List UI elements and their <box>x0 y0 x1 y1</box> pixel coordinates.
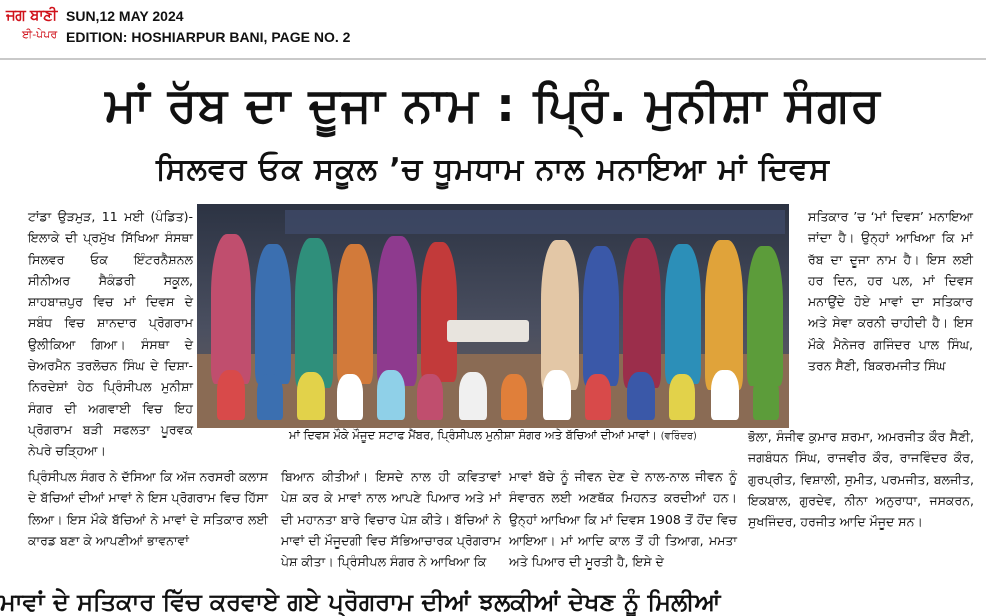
photo-figure <box>377 236 417 386</box>
photo-figure <box>541 240 579 390</box>
photo-figure <box>337 244 373 384</box>
masthead <box>0 0 986 56</box>
jagbani-logo[interactable] <box>6 4 58 52</box>
photo-figure <box>421 242 457 382</box>
child-figure <box>543 370 571 420</box>
child-figure <box>217 370 245 420</box>
article-subheadline: ਸਿਲਵਰ ਓਕ ਸਕੂਲ ’ਚ ਧੂਮਧਾਮ ਨਾਲ ਮਨਾਇਆ ਮਾਂ ਦਿਵਸ <box>156 152 830 187</box>
article-column-2 <box>281 466 501 596</box>
cake-table <box>447 320 529 342</box>
edition-info: EDITION: HOSHIARPUR BANI, PAGE NO. 2 <box>66 29 351 45</box>
child-figure <box>337 374 363 420</box>
caption-text: ਮਾਂ ਦਿਵਸ ਮੌਕੇ ਮੌਜੂਦ ਸਟਾਫ ਮੈਂਬਰ, ਪ੍ਰਿੰਸੀਪਲ ਮੁਨੀਸ਼ਾ ਸੰਗਰ ਅਤੇ ਬੱਚਿਆਂ ਦੀਆਂ ਮਾਵਾਂ। <box>289 428 657 442</box>
photo-figure <box>255 244 291 384</box>
article-column-1-bottom <box>28 466 268 596</box>
article-column-1-top <box>28 206 193 466</box>
photo-figure <box>295 238 333 388</box>
paragraph: ਬਿਆਨ ਕੀਤੀਆਂ। ਇਸਦੇ ਨਾਲ ਹੀ ਕਵਿਤਾਵਾਂ ਪੇਸ਼ ਕਰ ਕੇ ਮਾਵਾਂ ਨਾਲ ਆਪਣੇ ਪਿਆਰ ਅਤੇ ਮਾਂ ਦੀ ਮਹਾਨਤਾ ਬਾਰੇ ਵਿਚਾਰ ਪੇਸ਼ ਕੀਤੇ। ਬੱਚਿਆਂ ਨੇ ਮਾਵਾਂ ਦੀ ਮੌਜੂਦਗੀ ਵਿਚ ਸੱਭਿਆਚਾਰਕ ਪ੍ਰੋਗਰਾਮ ਪੇਸ਼ ਕੀਤਾ। ਪ੍ਰਿੰਸੀਪਲ ਸੰਗਰ ਨੇ ਆਖਿਆ ਕਿ <box>281 469 501 570</box>
child-figure <box>753 374 779 420</box>
child-figure <box>377 370 405 420</box>
paragraph: ਭੋਲਾ, ਸੰਜੀਵ ਕੁਮਾਰ ਸ਼ਰਮਾ, ਅਮਰਜੀਤ ਕੌਰ ਸੈਣੀ, ਜਗਬੰਧਨ ਸਿੰਘ, ਰਾਜਵੀਰ ਕੌਰ, ਰਾਜਵਿੰਦਰ ਕੌਰ, ਗੁਰਪ੍ਰੀਤ, ਵਿਸ਼ਾਲੀ, ਸੁਮੀਤ, ਪਰਮਜੀਤ, ਬਲਜੀਤ, ਇਕਬਾਲ, ਗੁਰਦੇਵ, ਨੀਨਾ ਅਨੁਰਾਧਾ, ਜਸਕਰਨ, ਸੁਖਜਿੰਦਰ, ਹਰਜੀਤ ਆਦਿ ਮੌਜੂਦ ਸਨ। <box>748 429 974 530</box>
article-photo[interactable] <box>197 204 789 428</box>
photo-credit: (ਵਰਿੰਦਰ) <box>660 431 697 442</box>
child-figure <box>257 374 283 420</box>
photo-figure <box>623 238 661 388</box>
article-column-3 <box>509 466 737 596</box>
paragraph: ਪ੍ਰਿੰਸੀਪਲ ਸੰਗਰ ਨੇ ਦੱਸਿਆ ਕਿ ਅੱਜ ਨਰਸਰੀ ਕਲਾਸ ਦੇ ਬੱਚਿਆਂ ਦੀਆਂ ਮਾਵਾਂ ਨੇ ਇਸ ਪ੍ਰੋਗਰਾਮ ਵਿਚ ਹਿੱਸਾ ਲਿਆ। ਇਸ ਮੌਕੇ ਬੱਚਿਆਂ ਨੇ ਮਾਵਾਂ ਦੇ ਸਤਿਕਾਰ ਲਈ ਕਾਰਡ ਬਣਾ ਕੇ ਆਪਣੀਆਂ ਭਾਵਨਾਵਾਂ <box>28 469 268 548</box>
child-figure <box>711 370 739 420</box>
photo-figure <box>211 234 251 384</box>
logo-subtitle: ਈ-ਪੇਪਰ <box>22 28 58 41</box>
paragraph: ਮਾਵਾਂ ਬੱਚੇ ਨੂੰ ਜੀਵਨ ਦੇਣ ਦੇ ਨਾਲ-ਨਾਲ ਜੀਵਨ ਨੂੰ ਸੰਵਾਰਨ ਲਈ ਅਣਥੱਕ ਮਿਹਨਤ ਕਰਦੀਆਂ ਹਨ। ਉਨ੍ਹਾਂ ਆਖਿਆ ਕਿ ਮਾਂ ਦਿਵਸ 1908 ਤੋਂ ਹੋਂਦ ਵਿਚ ਆਇਆ। ਮਾਂ ਆਦਿ ਕਾਲ ਤੋਂ ਹੀ ਤਿਆਗ, ਮਮਤਾ ਅਤੇ ਪਿਆਰ ਦੀ ਮੂਰਤੀ ਹੈ, ਇਸੇ ਦੇ <box>509 469 737 570</box>
next-article-headline-cropped: ਮਾਵਾਂ ਦੇ ਸਤਿਕਾਰ ਵਿੱਚ ਕਰਵਾਏ ਗਏ ਪ੍ਰੋਗਰਾਮ ਦੀਆਂ ਝਲਕੀਆਂ ਦੇਖਣ ਨੂੰ ਮਿਲੀਆਂ <box>0 588 721 616</box>
child-figure <box>501 374 527 420</box>
article-headline: ਮਾਂ ਰੱਬ ਦਾ ਦੂਜਾ ਨਾਮ : ਪ੍ਰਿੰ. ਮੁਨੀਸ਼ਾ ਸੰਗਰ <box>105 78 881 133</box>
photo-figure <box>583 246 619 386</box>
photo-caption <box>197 428 789 452</box>
child-figure <box>297 372 325 420</box>
child-figure <box>459 372 487 420</box>
child-figure <box>417 374 443 420</box>
stage-backdrop <box>285 210 785 234</box>
photo-figure <box>747 246 783 386</box>
child-figure <box>627 372 655 420</box>
paragraph: ਸਤਿਕਾਰ ’ਚ ‘ਮਾਂ ਦਿਵਸ’ ਮਨਾਇਆ ਜਾਂਦਾ ਹੈ। ਉਨ੍ਹਾਂ ਆਖਿਆ ਕਿ ਮਾਂ ਰੱਬ ਦਾ ਦੂਜਾ ਨਾਮ ਹੈ। ਇਸ ਲਈ ਹਰ ਦਿਨ, ਹਰ ਪਲ, ਮਾਂ ਦਿਵਸ ਮਨਾਉਂਦੇ ਹੋਏ ਮਾਵਾਂ ਦਾ ਸਤਿਕਾਰ ਅਤੇ ਸੇਵਾ ਕਰਨੀ ਚਾਹੀਦੀ ਹੈ। ਇਸ ਮੌਕੇ ਮੈਨੇਜਰ ਗਜਿੰਦਰ ਪਾਲ ਸਿੰਘ, ਤਰਨ ਸੈਣੀ, ਬਿਕਰਮਜੀਤ ਸਿੰਘ <box>808 209 973 374</box>
header-divider <box>0 58 986 60</box>
child-figure <box>669 374 695 420</box>
article-column-4-top <box>808 206 973 426</box>
article-column-4-bottom <box>748 426 974 596</box>
logo-wordmark: ਜਗ ਬਾਣੀ <box>6 6 57 24</box>
issue-date: SUN,12 MAY 2024 <box>66 8 184 24</box>
photo-figure <box>705 240 743 390</box>
child-figure <box>585 374 611 420</box>
photo-figure <box>665 244 701 384</box>
paragraph: ਟਾਂਡਾ ਉੜਮੁੜ, 11 ਮਈ (ਪੰਡਿਤ)-ਇਲਾਕੇ ਦੀ ਪ੍ਰਮੁੱਖ ਸਿੱਖਿਆ ਸੰਸਥਾ ਸਿਲਵਰ ਓਕ ਇੰਟਰਨੈਸ਼ਨਲ ਸੀਨੀਅਰ ਸੈਕੰਡਰੀ ਸਕੂਲ, ਸ਼ਾਹਬਾਜ਼ਪੁਰ ਵਿਚ ਮਾਂ ਦਿਵਸ ਦੇ ਸਬੰਧ ਵਿਚ ਸ਼ਾਨਦਾਰ ਪ੍ਰੋਗਰਾਮ ਉਲੀਕਿਆ ਗਿਆ। ਸੰਸਥਾ ਦੇ ਚੇਅਰਮੈਨ ਤਰਲੋਚਨ ਸਿੰਘ ਦੇ ਦਿਸ਼ਾ-ਨਿਰਦੇਸ਼ਾਂ ਹੇਠ ਪ੍ਰਿੰਸੀਪਲ ਮੁਨੀਸ਼ਾ ਸੰਗਰ ਦੀ ਅਗਵਾਈ ਵਿਚ ਇਹ ਪ੍ਰੋਗਰਾਮ ਬੜੀ ਸਫਲਤਾ ਪੂਰਵਕ ਨੇਪਰੇ ਚੜ੍ਹਿਆ। <box>28 209 193 459</box>
